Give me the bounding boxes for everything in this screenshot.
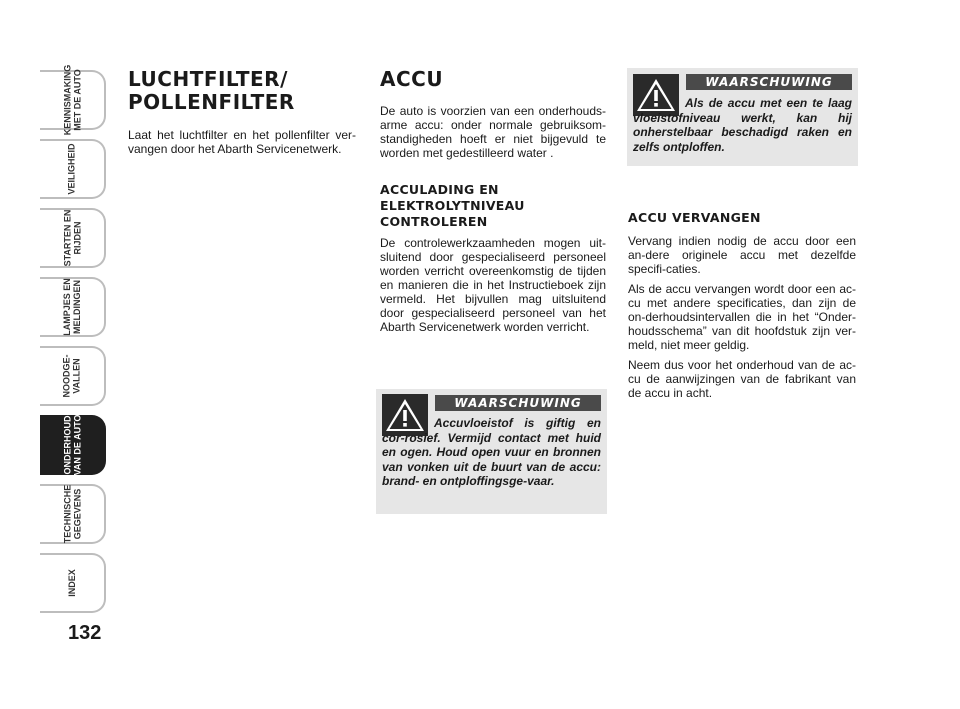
section-heading xyxy=(128,68,356,114)
column-luchtfilter xyxy=(128,68,356,156)
vervangen-paragraph-2: Als de accu vervangen wordt door een ac-cu met andere specificaties, dan zijn de on-derhoudsintervallen die in het “Onder-houdsschema” van dit hoofdstuk zijn ver-meld, niet meer geldig. xyxy=(628,282,856,352)
warning-box-accuvloeistof xyxy=(376,389,607,514)
tab-label: NOODGE- VALLEN xyxy=(61,354,82,398)
tab-veiligheid[interactable] xyxy=(40,139,106,199)
heading-line: LUCHTFILTER/ xyxy=(128,67,288,91)
tab-noodgevallen[interactable] xyxy=(40,346,106,406)
subheading-line: ACCULADING EN xyxy=(380,182,499,197)
warning-text: Als de accu met een te laag vloeistofniveau werkt, kan hij onherstelbaar beschadigd raken en zelfs ontploffen. xyxy=(633,96,852,154)
vervangen-paragraph-1: Vervang indien nodig de accu door een an-dere originele accu met dezelfde specifi-caties. xyxy=(628,234,856,276)
accu-intro: De auto is voorzien van een onderhouds-arme accu: onder normale gebruiksom-standigheden hoeft er niet bijgevuld te worden met gedestilleerd water . xyxy=(380,104,606,160)
column-accu xyxy=(380,68,606,334)
warning-title: WAARSCHUWING xyxy=(435,395,601,411)
tab-label: ONDERHOUD VAN DE AUTO xyxy=(62,414,82,476)
tab-lampjes-en-meldingen[interactable] xyxy=(40,277,106,337)
tab-starten-en-rijden[interactable] xyxy=(40,208,106,268)
heading-line: POLLENFILTER xyxy=(128,90,295,114)
warning-box-vloeistofniveau xyxy=(627,68,858,166)
subheading-line: CONTROLEREN xyxy=(380,214,488,229)
page-number: 132 xyxy=(68,622,102,644)
tab-onderhoud-van-de-auto[interactable] xyxy=(40,415,106,475)
subheading-acculading xyxy=(380,182,606,230)
tab-technische-gegevens[interactable] xyxy=(40,484,106,544)
luchtfilter-paragraph: Laat het luchtfilter en het pollenfilter ver-vangen door het Abarth Servicenetwerk. xyxy=(128,128,356,156)
section-heading: ACCU xyxy=(380,67,444,91)
acculading-paragraph: De controlewerkzaamheden mogen uit-sluitend door gespecialiseerd personeel worden verricht overeenkomstig de tijden en manieren die in het Instructieboek zijn vermeld. Het bijvullen mag uitsluitend door gespecialiseerd personeel van het Abarth Servicenetwerk worden verricht. xyxy=(380,236,606,334)
column-accu-vervangen xyxy=(628,210,856,400)
tab-label: VEILIGHEID xyxy=(66,143,77,195)
warning-text: Accuvloeistof is giftig en cor-rosief. Vermijd contact met huid en ogen. Houd open vuur en bronnen van vonken uit de buurt van de accu: brand- en ontploffingsge-vaar. xyxy=(382,416,601,488)
tab-label: STARTEN EN RIJDEN xyxy=(62,209,82,267)
subheading-accu-vervangen: ACCU VERVANGEN xyxy=(628,210,761,225)
tab-label: KENNISMAKING MET DE AUTO xyxy=(62,64,83,136)
tab-label: INDEX xyxy=(66,569,77,597)
subheading-line: ELEKTROLYTNIVEAU xyxy=(380,198,525,213)
tab-index[interactable] xyxy=(40,553,106,613)
tab-label: TECHNISCHE GEGEVENS xyxy=(61,484,82,544)
warning-title: WAARSCHUWING xyxy=(686,74,852,90)
tab-label: LAMPJES EN MELDINGEN xyxy=(61,278,82,336)
vervangen-paragraph-3: Neem dus voor het onderhoud van de ac-cu de aanwijzingen van de fabrikant van de accu in acht. xyxy=(628,358,856,400)
tab-kennismaking[interactable] xyxy=(40,64,106,136)
